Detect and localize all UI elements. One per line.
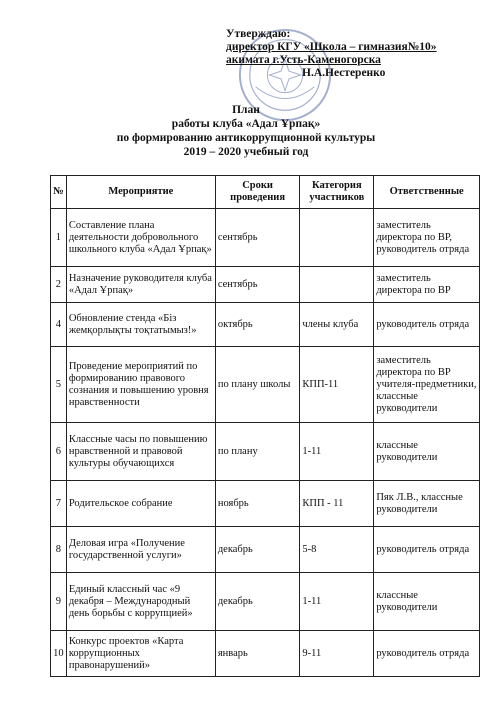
cell-num: 4 [51,303,67,347]
document-title [0,103,492,159]
cell-dates: сентябрь [215,267,300,303]
cell-dates: декабрь [215,573,300,631]
table-row [51,267,480,303]
table-row [51,481,480,527]
table-row [51,423,480,481]
cell-num: 7 [51,481,67,527]
cell-category: 1-11 [300,573,374,631]
table-row [51,347,480,423]
cell-category: 9-11 [300,631,374,677]
cell-responsible: Пяк Л.В., классные руководители [374,481,480,527]
cell-num: 8 [51,527,67,573]
table-row [51,631,480,677]
cell-num: 6 [51,423,67,481]
cell-event: Единый классный час «9 декабря – Международный день борьбы с коррупцией» [66,573,215,631]
cell-responsible: руководитель отряда [374,631,480,677]
cell-num: 5 [51,347,67,423]
header-category: Категория участников [300,176,374,209]
cell-category: КПП-11 [300,347,374,423]
cell-dates: ноябрь [215,481,300,527]
cell-dates: по плану школы [215,347,300,423]
table-row [51,303,480,347]
cell-responsible: руководитель отряда [374,303,480,347]
table-row [51,573,480,631]
cell-event: Обновление стенда «Біз жемқорлықты тоқтатымыз!» [66,303,215,347]
plan-table [50,175,480,677]
cell-num: 9 [51,573,67,631]
approval-signatory: Н.А.Нестеренко [302,67,386,79]
cell-category: 1-11 [300,423,374,481]
cell-responsible: классные руководители [374,423,480,481]
cell-event: Назначение руководителя клуба «Адал Ұрпақ» [66,267,215,303]
cell-event: Родительское собрание [66,481,215,527]
cell-event: Деловая игра «Получение государственной услуги» [66,527,215,573]
title-line-topic: по формированию антикоррупционной культуры [116,132,376,144]
approval-position: директор КГУ «Школа – гимназия№10» [226,41,437,53]
cell-event: Конкурс проектов «Карта коррупционных правонарушений» [66,631,215,677]
table-header-row [51,176,480,209]
cell-responsible: классные руководители [374,573,480,631]
cell-category: члены клуба [300,303,374,347]
cell-category: КПП - 11 [300,481,374,527]
cell-num: 1 [51,209,67,267]
cell-event: Проведение мероприятий по формированию правового сознания и повышению уровня нравственности [66,347,215,423]
cell-responsible: руководитель отряда [374,527,480,573]
cell-category [300,209,374,267]
header-dates: Сроки проведения [215,176,300,209]
cell-dates: сентябрь [215,209,300,267]
cell-responsible: заместитель директора по ВР учителя-предметники, классные руководители [374,347,480,423]
title-line-plan: План [232,104,260,116]
cell-category [300,267,374,303]
cell-num: 2 [51,267,67,303]
approval-heading: Утверждаю: [226,28,291,40]
cell-event: Классные часы по повышению нравственной и правовой культуры обучающихся [66,423,215,481]
title-line-club: работы клуба «Адал Ұрпақ» [171,118,321,130]
cell-dates: декабрь [215,527,300,573]
header-num: № [51,176,67,209]
cell-num: 10 [51,631,67,677]
cell-dates: октябрь [215,303,300,347]
approval-block [226,28,437,80]
cell-dates: январь [215,631,300,677]
cell-event: Составление плана деятельности добровольного школьного клуба «Адал Ұрпақ» [66,209,215,267]
cell-category: 5-8 [300,527,374,573]
title-line-year: 2019 – 2020 учебный год [183,146,309,158]
cell-responsible: заместитель директора по ВР [374,267,480,303]
cell-responsible: заместитель директора по ВР, руководитель отряда [374,209,480,267]
table-row [51,209,480,267]
cell-dates: по плану [215,423,300,481]
header-responsible: Ответственные [374,176,480,209]
approval-organization: акимата г.Усть-Каменогорска [226,54,381,66]
header-event: Мероприятие [66,176,215,209]
table-row [51,527,480,573]
